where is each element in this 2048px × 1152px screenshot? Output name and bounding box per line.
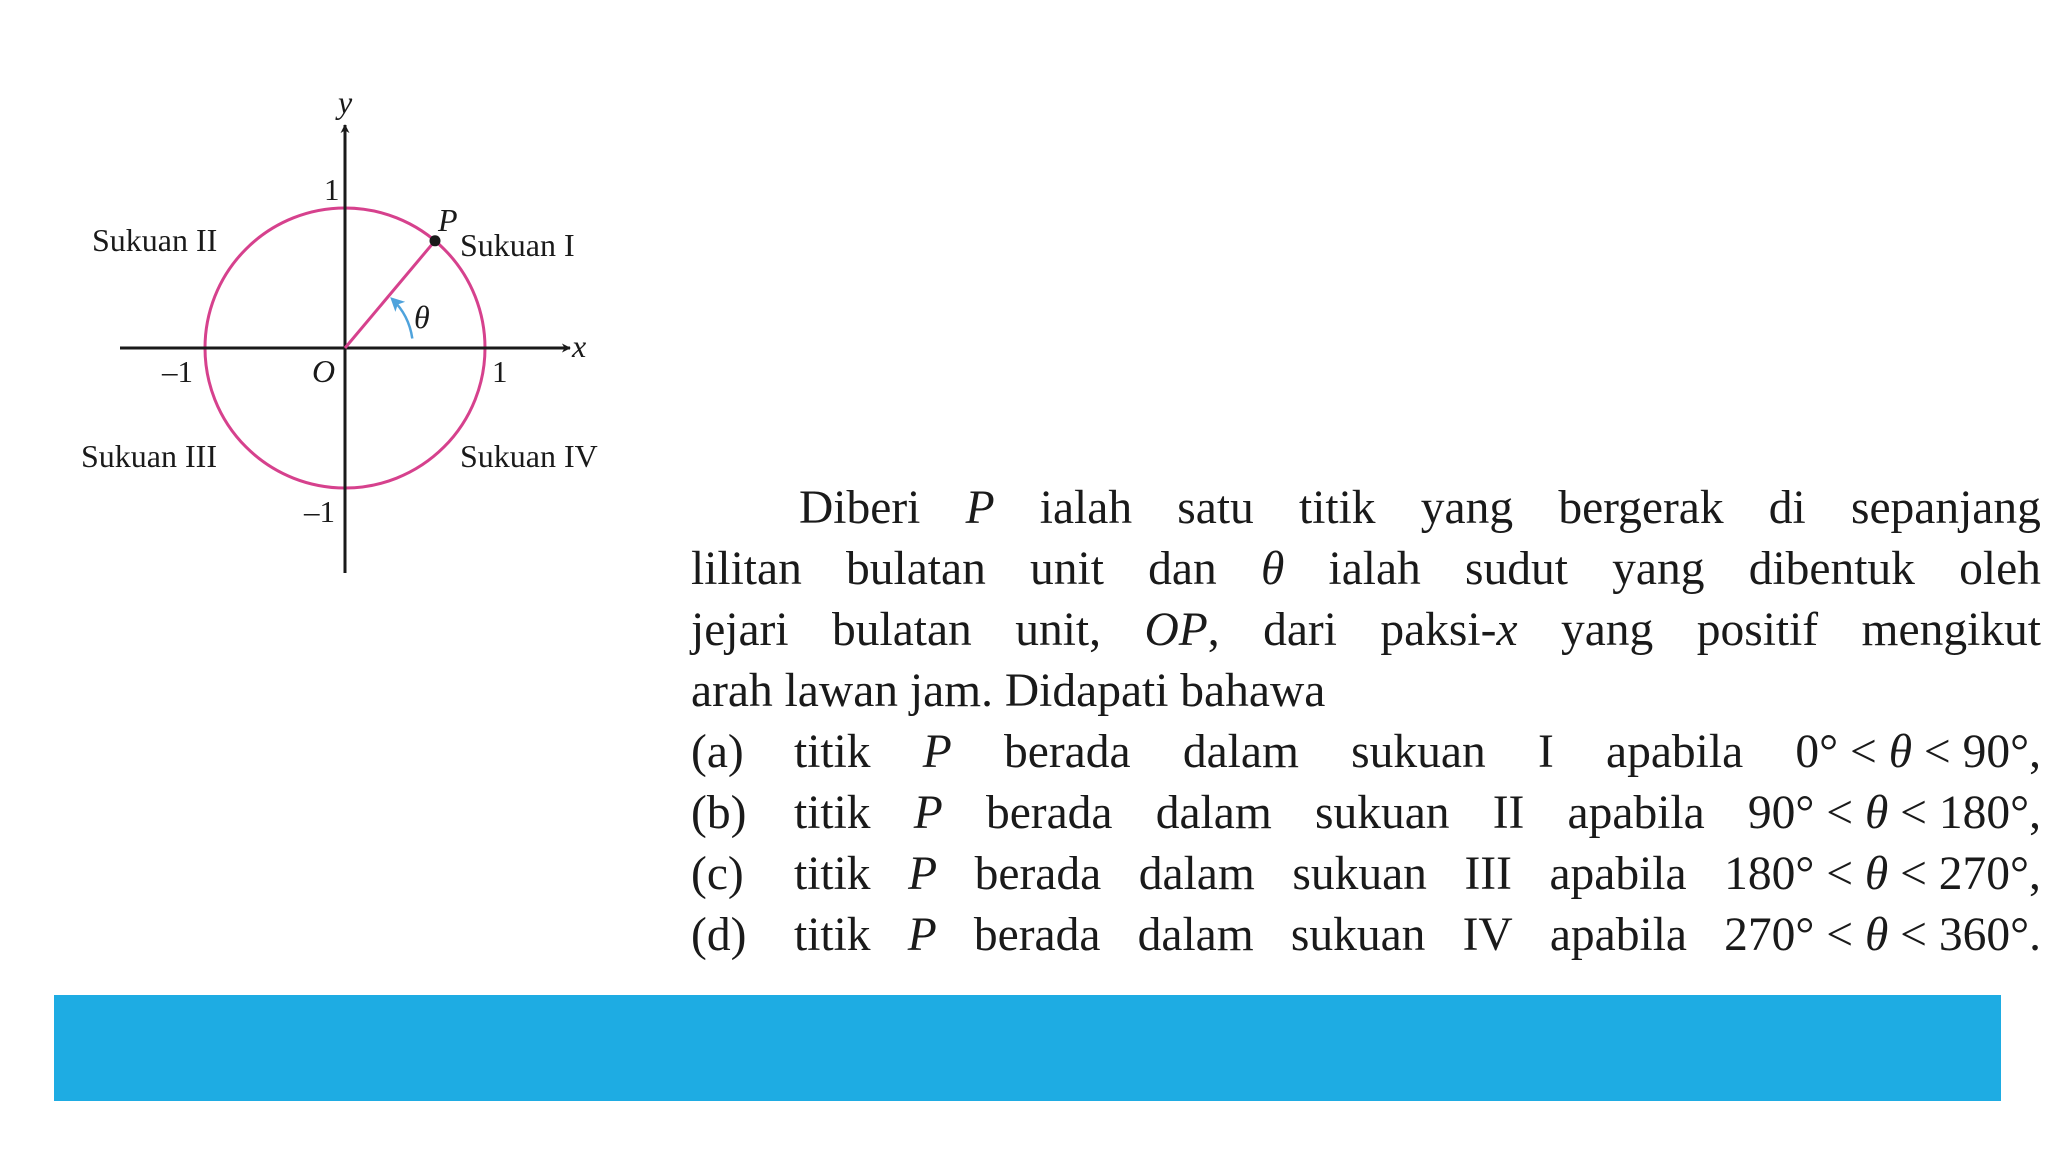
condition-item xyxy=(691,783,2041,844)
word: apabila xyxy=(1567,787,1705,839)
point-label: P xyxy=(438,202,458,238)
word: θ xyxy=(1260,543,1285,595)
x-axis-label: x xyxy=(572,328,587,364)
quadrant-2-label: Sukuan II xyxy=(92,222,218,258)
word: jejari xyxy=(691,604,789,656)
condition-item xyxy=(691,905,2041,966)
word: apabila xyxy=(1549,909,1687,961)
word: sukuan xyxy=(1314,787,1450,839)
word: sukuan xyxy=(1351,726,1486,778)
word: dalam xyxy=(1182,726,1299,778)
word: 270° < θ < 360°. xyxy=(1724,909,2041,961)
word: berada xyxy=(974,848,1102,900)
word: 0° < θ < 90°, xyxy=(1795,726,2041,778)
word: oleh xyxy=(1959,543,2041,595)
word: titik xyxy=(1299,482,1376,534)
word: dan xyxy=(1148,543,1217,595)
word: dari xyxy=(1263,604,1337,656)
word: P xyxy=(922,726,952,778)
word: bulatan xyxy=(846,543,986,595)
word: unit xyxy=(1030,543,1104,595)
word: apabila xyxy=(1549,848,1687,900)
word: ialah xyxy=(1039,482,1133,534)
item-marker: (b) xyxy=(691,787,747,839)
word: yang xyxy=(1420,482,1514,534)
word: berada xyxy=(1004,726,1131,778)
word: OP, xyxy=(1144,604,1220,656)
item-text xyxy=(794,722,2041,783)
word: paksi-x xyxy=(1380,604,1518,656)
footer-banner xyxy=(54,995,2001,1101)
paragraph-line-1 xyxy=(691,478,2041,539)
word: P xyxy=(913,787,943,839)
word: apabila xyxy=(1606,726,1744,778)
word: IV xyxy=(1462,909,1513,961)
word: berada xyxy=(973,909,1101,961)
word: satu xyxy=(1177,482,1254,534)
word: bulatan xyxy=(832,604,972,656)
item-marker: (d) xyxy=(691,909,747,961)
word: lilitan xyxy=(691,543,802,595)
word: positif xyxy=(1696,604,1819,656)
word: mengikut xyxy=(1861,604,2041,656)
word: P xyxy=(908,848,938,900)
tick-y-negative: –1 xyxy=(304,494,335,529)
word: 180° < θ < 270°, xyxy=(1724,848,2041,900)
word: P xyxy=(907,909,937,961)
quadrant-1-label: Sukuan I xyxy=(460,227,575,263)
quadrant-4-label: Sukuan IV xyxy=(460,438,598,474)
condition-item xyxy=(691,722,2041,783)
paragraph-line-3 xyxy=(691,600,2041,661)
word: III xyxy=(1464,848,1512,900)
item-text xyxy=(794,905,2041,966)
word: titik xyxy=(794,848,871,900)
angle-label: θ xyxy=(414,299,430,335)
word: dibentuk xyxy=(1748,543,1915,595)
word: I xyxy=(1537,726,1554,778)
tick-y-positive: 1 xyxy=(324,172,340,207)
tick-x-positive: 1 xyxy=(492,354,508,389)
word: dalam xyxy=(1137,909,1254,961)
condition-item xyxy=(691,844,2041,905)
explanation-text xyxy=(691,478,2041,966)
word: dalam xyxy=(1155,787,1272,839)
tick-x-negative: –1 xyxy=(162,354,193,389)
y-axis-label: y xyxy=(338,84,353,120)
word: arah lawan jam. Didapati bahawa xyxy=(691,665,1326,717)
word: unit, xyxy=(1015,604,1102,656)
paragraph-line-4 xyxy=(691,661,2041,722)
word: ialah xyxy=(1328,543,1421,595)
word: yang xyxy=(1560,604,1654,656)
word: sepanjang xyxy=(1850,482,2041,534)
item-marker: (c) xyxy=(691,848,744,900)
word: di xyxy=(1768,482,1806,534)
word: titik xyxy=(794,787,871,839)
word: titik xyxy=(794,909,871,961)
word: titik xyxy=(794,726,871,778)
word: Diberi xyxy=(799,482,921,534)
word: bergerak xyxy=(1558,482,1724,534)
quadrant-3-label: Sukuan III xyxy=(81,438,217,474)
word: sukuan xyxy=(1290,909,1426,961)
word: P xyxy=(965,482,995,534)
word: sukuan xyxy=(1292,848,1427,900)
item-marker: (a) xyxy=(691,726,744,778)
word: dalam xyxy=(1138,848,1255,900)
word: yang xyxy=(1612,543,1705,595)
angle-arrow-icon xyxy=(392,299,412,338)
word: II xyxy=(1492,787,1525,839)
origin-label: O xyxy=(312,353,336,389)
paragraph-line-2 xyxy=(691,539,2041,600)
word: berada xyxy=(985,787,1113,839)
item-text xyxy=(794,783,2041,844)
word: 90° < θ < 180°, xyxy=(1747,787,2041,839)
word: sudut xyxy=(1465,543,1568,595)
unit-circle-diagram xyxy=(0,0,800,600)
item-text xyxy=(794,844,2041,905)
